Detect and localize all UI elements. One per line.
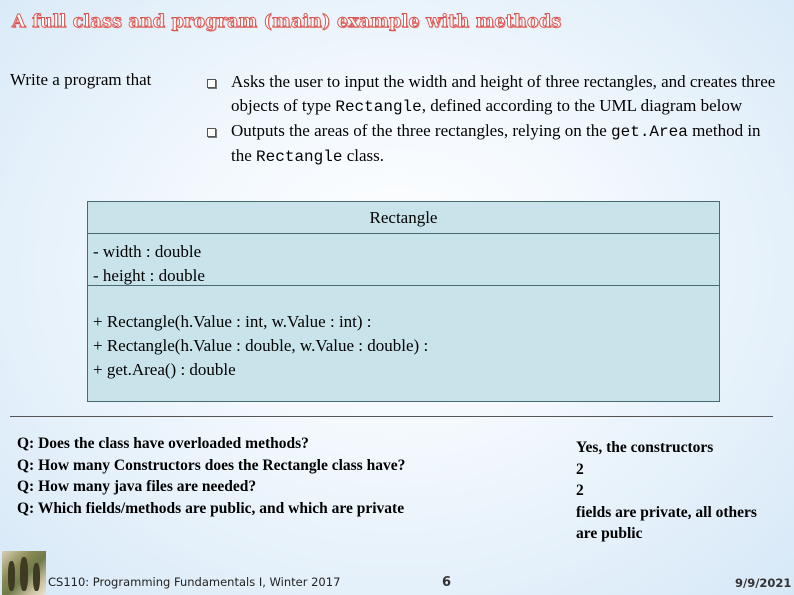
uml-field: - height : double (93, 266, 205, 285)
footer-page-number: 6 (442, 575, 452, 590)
bullet-2-text-c: class. (342, 146, 384, 165)
bullet-2-code-b: Rectangle (256, 148, 343, 166)
answers-list (576, 437, 776, 545)
uml-methods-section (88, 286, 719, 382)
question-item: Q: Which fields/methods are public, and which are private (17, 499, 405, 517)
uml-class-name: Rectangle (88, 202, 719, 234)
questions-list (17, 433, 405, 519)
bullet-item-1 (205, 70, 785, 119)
uml-fields-section (88, 234, 719, 286)
answer-item: 2 (576, 460, 584, 478)
divider-line (10, 416, 773, 417)
question-item: Q: Does the class have overloaded methods? (17, 435, 309, 452)
bullet-2-text-b: method in the (231, 121, 761, 165)
bullet-1-text-a: Asks the user to input the width and height of three rectangles, and creates three objects of type (231, 72, 776, 115)
footer-course-label: CS110: Programming Fundamentals I, Winter 2017 (48, 575, 341, 589)
answer-item: fields are private, all others are public (576, 503, 757, 542)
uml-class-diagram (87, 201, 720, 402)
bullet-2-code-a: get.Area (611, 123, 688, 141)
question-item: Q: How many Constructors does the Rectangle class have? (17, 456, 406, 474)
question-item: Q: How many java files are needed? (17, 478, 257, 495)
answer-item: 2 (576, 482, 584, 499)
bullet-1-text-b: , defined according to the UML diagram below (421, 96, 743, 115)
bullet-item-2 (205, 119, 785, 169)
square-bullet-icon (207, 79, 216, 88)
footer-photo-thumbnail (2, 551, 46, 595)
uml-method: + get.Area() : double (93, 360, 236, 379)
uml-field: - width : double (93, 242, 202, 261)
footer-date: 9/9/2021 (735, 576, 792, 590)
square-bullet-icon (207, 128, 216, 137)
intro-text: Write a program that (10, 70, 152, 89)
uml-method: + Rectangle(h.Value : int, w.Value : int) : (93, 312, 372, 331)
slide-title: A full class and program (main) example with methods (12, 12, 562, 32)
bullet-1-code: Rectangle (335, 98, 422, 116)
bullet-2-text-a: Outputs the areas of the three rectangles, relying on the (231, 121, 612, 140)
requirements-list (205, 70, 785, 169)
uml-method: + Rectangle(h.Value : double, w.Value : double) : (93, 336, 429, 355)
answer-item: Yes, the constructors (576, 439, 714, 456)
